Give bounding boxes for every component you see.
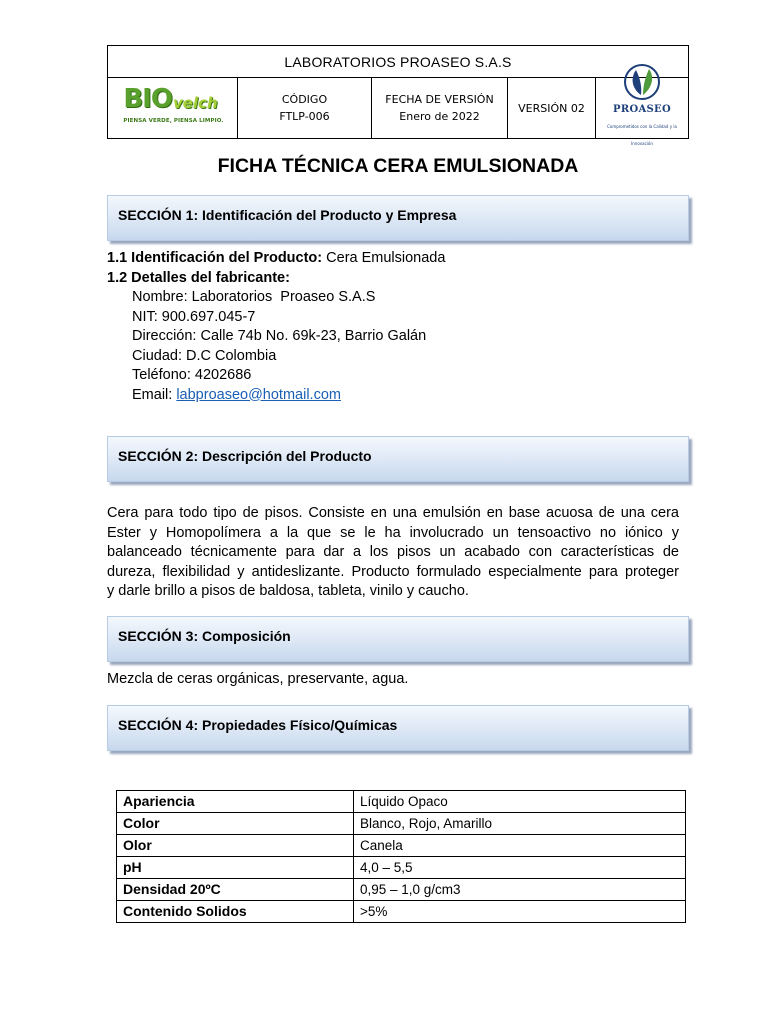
section-3-header (107, 616, 689, 662)
property-name: pH (117, 857, 354, 879)
property-value: Blanco, Rojo, Amarillo (354, 813, 686, 835)
property-name: Olor (117, 835, 354, 857)
product-label: 1.1 Identificación del Producto: (107, 250, 323, 266)
email-label: Email: (132, 386, 177, 403)
logo-velch-text: velch (172, 94, 218, 112)
description-line: y darle brillo a pisos de baldosa, tableta, vinilo y caucho. (107, 583, 469, 599)
description-line: dureza, flexibilidad y antideslizante. Producto formulado especialmente para proteger (107, 563, 679, 580)
product-identification (107, 249, 687, 269)
date-value: Enero de 2022 (399, 110, 480, 123)
document-title: FICHA TÉCNICA CERA EMULSIONADA (217, 155, 579, 177)
maker-phone: Teléfono: 4202686 (132, 367, 252, 383)
section-4-header (107, 705, 689, 751)
maker-name: Nombre: Laboratorios Proaseo S.A.S (132, 289, 376, 305)
logo-bio-text: BIO (123, 84, 172, 114)
proaseo-name: PROASEO (613, 104, 671, 115)
version-cell (508, 77, 596, 139)
maker-city: Ciudad: D.C Colombia (132, 347, 277, 364)
table-row (117, 835, 686, 857)
section-4-title: SECCIÓN 4: Propiedades Físico/Químicas (118, 717, 398, 733)
properties-table (116, 790, 686, 923)
property-name: Color (117, 813, 354, 835)
property-value: Canela (354, 835, 686, 857)
section-2-title: SECCIÓN 2: Descripción del Producto (118, 448, 372, 464)
property-value: Líquido Opaco (354, 791, 686, 813)
proaseo-logo (596, 77, 688, 146)
code-value: FTLP-006 (279, 110, 330, 123)
maker-email (107, 386, 687, 406)
logo-tagline: PIENSA VERDE, PIENSA LIMPIO. (123, 118, 224, 124)
description-line: Cera para todo tipo de pisos. Consiste en una emulsión en base acuosa de una cera (107, 505, 679, 521)
section-1-header (107, 195, 689, 241)
section-2-header (107, 436, 689, 482)
maker-nit: NIT: 900.697.045-7 (132, 308, 256, 325)
leaf-icon (622, 64, 662, 100)
property-name: Apariencia (117, 791, 354, 813)
table-row (117, 857, 686, 879)
code-cell (238, 77, 372, 139)
description-line: Ester y Homopolímera a la que se le ha involucrado un tensoactivo no iónico y (107, 524, 679, 541)
table-row (117, 813, 686, 835)
email-link[interactable]: labproaseo@hotmail.com (176, 386, 341, 403)
property-value: 0,95 – 1,0 g/cm3 (354, 879, 686, 901)
date-label: FECHA DE VERSIÓN (385, 93, 494, 106)
product-description (107, 504, 679, 602)
table-row (117, 901, 686, 923)
document-header (107, 45, 689, 146)
property-value: >5% (354, 901, 686, 923)
maker-label: 1.2 Detalles del fabricante: (107, 269, 290, 286)
description-line: balanceado técnicamente para dar a los pisos un acabado con características de (107, 544, 679, 560)
version-label: VERSIÓN 02 (518, 101, 585, 115)
product-value: Cera Emulsionada (322, 250, 446, 266)
proaseo-tagline: Comprometidos con la Calidad y la Innovación (607, 124, 677, 146)
property-value: 4,0 – 5,5 (354, 857, 686, 879)
maker-address: Dirección: Calle 74b No. 69k-23, Barrio Galán (132, 328, 427, 344)
property-name: Densidad 20ºC (117, 879, 354, 901)
version-date-cell (372, 77, 508, 139)
company-name: LABORATORIOS PROASEO S.A.S (108, 46, 688, 78)
code-label: CÓDIGO (281, 93, 328, 106)
section-1-body (107, 249, 687, 405)
table-row (117, 791, 686, 813)
bio-velch-logo (108, 77, 238, 139)
composition-text: Mezcla de ceras orgánicas, preservante, agua. (107, 671, 409, 687)
property-name: Contenido Solidos (117, 901, 354, 923)
section-1-title: SECCIÓN 1: Identificación del Producto y Empresa (118, 207, 457, 223)
table-row (117, 879, 686, 901)
section-3-title: SECCIÓN 3: Composición (118, 628, 291, 644)
